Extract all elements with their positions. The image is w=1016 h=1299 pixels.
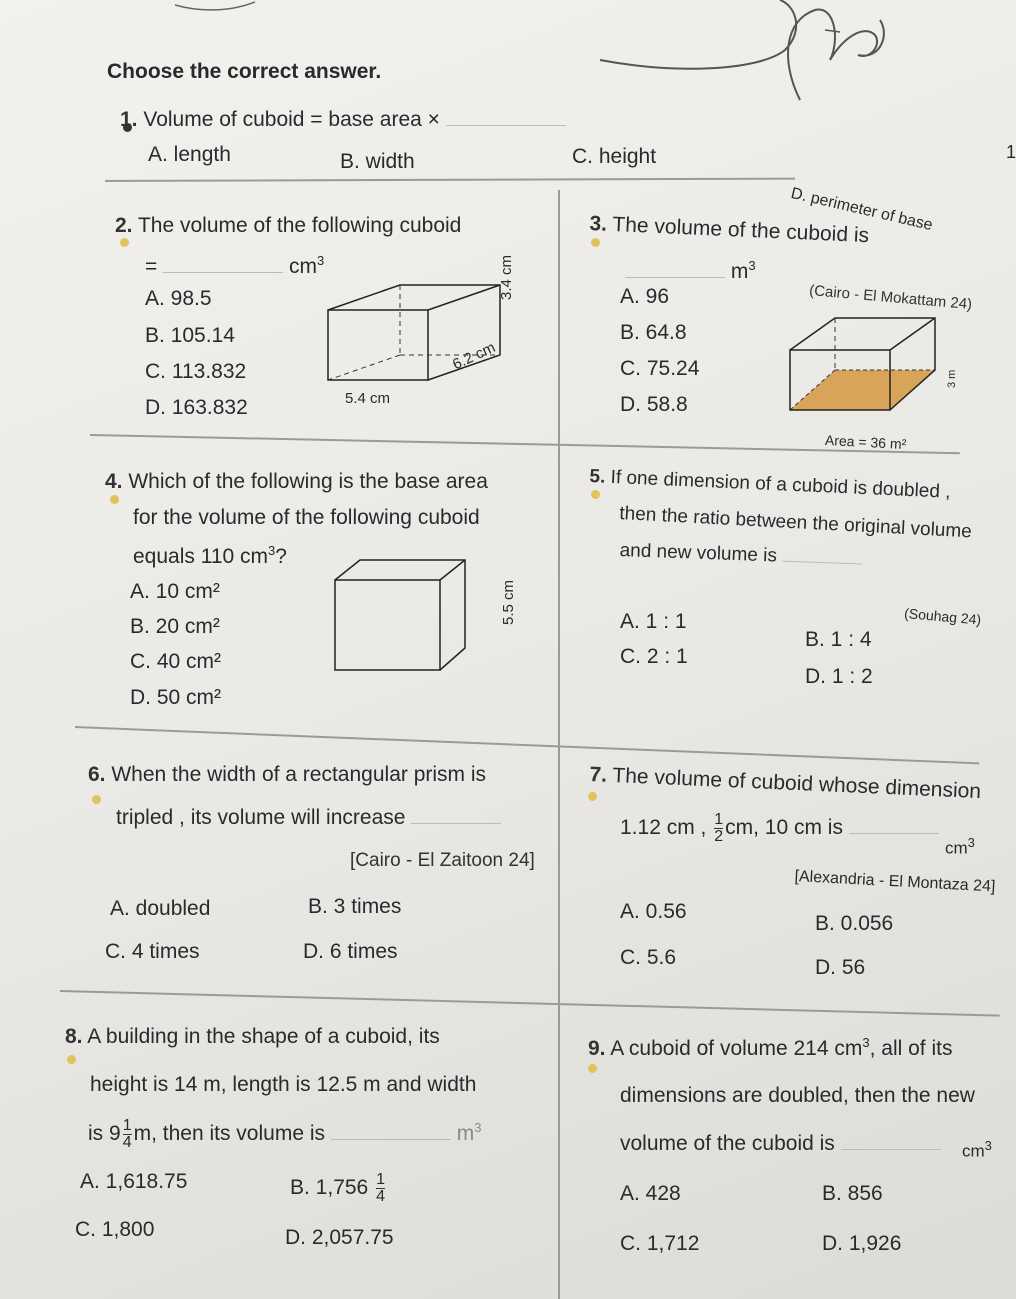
- q3-option-a[interactable]: A. 96: [620, 285, 670, 308]
- q8-stem-line1: [65, 1025, 440, 1049]
- page-number: 1: [1006, 142, 1016, 162]
- q5-stem-line2: then the ratio between the original volume: [618, 503, 973, 543]
- q3-option-d[interactable]: D. 58.8: [620, 393, 688, 416]
- column-divider: [558, 190, 560, 1299]
- q1-stem: [120, 108, 566, 132]
- q3-text: The volume of the cuboid is: [611, 213, 870, 248]
- q8-fraction: $\frac{1}{4}$: [122, 1117, 132, 1151]
- q5-source: (Souhag 24): [903, 605, 982, 628]
- q1-answer-blank[interactable]: [446, 125, 566, 126]
- q2-answer-blank[interactable]: [163, 272, 283, 273]
- q8-width-whole: is 9: [88, 1122, 121, 1146]
- q2-height-label: 3.4 cm: [498, 254, 515, 300]
- q1-option-a[interactable]: A. length: [148, 143, 231, 166]
- q3-answer-line: $m^3$: [625, 258, 756, 284]
- bullet-dot: [591, 238, 600, 247]
- q8-option-a[interactable]: A. 1,618.75: [80, 1170, 188, 1193]
- scribble-top: [170, 0, 260, 14]
- q7-option-d[interactable]: D. 56: [815, 956, 866, 979]
- q6-source: [Cairo - El Zaitoon 24]: [350, 850, 535, 871]
- q9-text: A cuboid of volume 214 cm: [610, 1037, 863, 1060]
- q8-option-b-fraction: $\frac{1}{4}$: [376, 1171, 385, 1205]
- divider-line: [60, 990, 1000, 1016]
- q6-answer-blank[interactable]: [411, 823, 501, 824]
- q9-number: 9.: [588, 1037, 606, 1060]
- q4-cuboid-figure: [325, 555, 505, 675]
- q8-stem-line3: is 9 $\frac{1}{4}$ m, then its volume is $m^3$: [88, 1117, 482, 1151]
- q5-option-b[interactable]: B. 1 : 4: [805, 628, 872, 651]
- q2-stem-line2: = $cm^3$: [145, 253, 325, 278]
- divider-line: [75, 726, 979, 764]
- q7-option-c[interactable]: C. 5.6: [620, 946, 677, 969]
- q8-unit: m: [456, 1122, 475, 1146]
- q5-option-c[interactable]: C. 2 : 1: [620, 645, 688, 668]
- bullet-dot: [120, 238, 129, 247]
- q8-stem-line2: height is 14 m, length is 12.5 m and width: [90, 1073, 477, 1096]
- q1-option-b[interactable]: B. width: [340, 150, 415, 173]
- q6-text-tripled: tripled , its volume will increase: [116, 806, 406, 829]
- q2-option-b[interactable]: B. 105.14: [145, 324, 235, 347]
- bullet-dot: [588, 792, 597, 801]
- q9-option-d[interactable]: D. 1,926: [822, 1232, 902, 1255]
- q5-answer-blank[interactable]: [782, 561, 862, 565]
- bullet-dot: [591, 490, 600, 499]
- q9-stem-line3: [620, 1132, 941, 1156]
- q4-question-mark: ?: [275, 545, 287, 568]
- q8-text-volume: m, then its volume is: [133, 1122, 325, 1146]
- q2-text: The volume of the following cuboid: [137, 214, 462, 237]
- q8-option-d[interactable]: D. 2,057.75: [285, 1226, 394, 1249]
- q3-number: 3.: [588, 212, 608, 236]
- q1-option-d[interactable]: D. perimeter of base: [789, 185, 935, 235]
- q6-option-a[interactable]: A. doubled: [110, 897, 211, 920]
- q1-text: Volume of cuboid = base area ×: [143, 108, 440, 131]
- q9-option-c[interactable]: C. 1,712: [620, 1232, 700, 1255]
- q4-option-a[interactable]: A. 10 cm²: [130, 580, 220, 603]
- q9-unit: $cm^3$: [962, 1138, 992, 1161]
- q8-option-c[interactable]: C. 1,800: [75, 1218, 155, 1241]
- q2-option-d[interactable]: D. 163.832: [145, 396, 248, 419]
- q5-stem-line1: [589, 466, 951, 504]
- q3-unit: m: [730, 260, 749, 283]
- q9-stem-line1: 9. A cuboid of volume 214 $cm^3$, all of its: [588, 1035, 953, 1060]
- q8-option-b-label: B. 1,756: [290, 1176, 369, 1200]
- q7-source: [Alexandria - El Montaza 24]: [794, 868, 996, 896]
- q6-option-b[interactable]: B. 3 times: [308, 895, 402, 918]
- q6-number: 6.: [88, 763, 106, 786]
- q2-unit: cm: [288, 255, 317, 278]
- q3-area-label: Area = 36 m²: [824, 431, 907, 453]
- q4-option-d[interactable]: D. 50 cm²: [130, 686, 222, 709]
- q7-stem-line1: [589, 763, 982, 804]
- q7-number: 7.: [588, 763, 608, 787]
- q8-number: 8.: [65, 1025, 83, 1048]
- bullet-dot: [588, 1064, 597, 1073]
- q3-height-label: 3 m: [946, 369, 958, 388]
- q1-option-c[interactable]: C. height: [572, 145, 657, 168]
- q5-number: 5.: [589, 466, 606, 488]
- bullet-dot: [67, 1055, 76, 1064]
- q7-dim-1: 1.12 cm ,: [620, 816, 707, 840]
- q7-option-a[interactable]: A. 0.56: [620, 900, 687, 923]
- q3-option-b[interactable]: B. 64.8: [620, 321, 687, 344]
- q3-option-c[interactable]: C. 75.24: [620, 357, 700, 380]
- q8-option-b[interactable]: [290, 1172, 387, 1205]
- q7-text: The volume of cuboid whose dimension: [611, 764, 982, 804]
- q2-length-label: 5.4 cm: [345, 390, 391, 407]
- bullet-dot: [110, 495, 119, 504]
- q9-text-all: , all of its: [869, 1037, 953, 1060]
- q2-option-c[interactable]: C. 113.832: [145, 360, 247, 383]
- q4-height-label: 5.5 cm: [500, 579, 517, 625]
- q5-text: If one dimension of a cuboid is doubled ,: [610, 466, 951, 503]
- bullet-dot: [92, 795, 101, 804]
- q9-stem-line2: dimensions are doubled, then the new: [620, 1084, 975, 1107]
- q3-stem: [589, 212, 870, 248]
- q4-stem-line3: equals 110 $cm^3$?: [133, 543, 287, 568]
- q2-stem-line1: [115, 214, 461, 238]
- q4-option-b[interactable]: B. 20 cm²: [130, 615, 220, 638]
- q2-depth-label: 6.2 cm: [450, 338, 498, 374]
- q6-option-d[interactable]: D. 6 times: [303, 940, 398, 963]
- q2-equals: =: [145, 255, 158, 278]
- scribble-signature: [590, 0, 920, 110]
- q9-option-b[interactable]: B. 856: [822, 1182, 883, 1205]
- q4-stem-line2: for the volume of the following cuboid: [133, 506, 480, 529]
- q2-option-a[interactable]: A. 98.5: [145, 287, 212, 310]
- q5-option-a[interactable]: A. 1 : 1: [620, 610, 687, 633]
- q4-option-c[interactable]: C. 40 cm²: [130, 650, 222, 673]
- q4-text-volume: equals 110 cm: [133, 545, 269, 568]
- q1-number: 1.: [120, 108, 138, 131]
- page-title: Choose the correct answer.: [107, 60, 382, 83]
- q6-option-c[interactable]: C. 4 times: [105, 940, 200, 963]
- q5-stem-line3: [619, 540, 862, 570]
- q3-cuboid-figure: [780, 310, 960, 425]
- q4-text: Which of the following is the base area: [128, 470, 488, 493]
- q7-dim-rest: cm, 10 cm is: [725, 816, 843, 840]
- q3-answer-blank[interactable]: [625, 277, 725, 278]
- q7-unit: $cm^3$: [945, 835, 975, 858]
- q7-option-b[interactable]: B. 0.056: [815, 912, 894, 935]
- q5-option-d[interactable]: D. 1 : 2: [805, 665, 873, 688]
- q5-text-new-volume: and new volume is: [619, 540, 778, 567]
- q6-stem-line2: [116, 806, 501, 830]
- q8-text: A building in the shape of a cuboid, its: [87, 1025, 440, 1048]
- q7-stem-line2: [620, 812, 939, 845]
- q2-number: 2.: [115, 214, 133, 237]
- q4-number: 4.: [105, 470, 123, 493]
- q4-stem-line1: [105, 470, 488, 494]
- q9-option-a[interactable]: A. 428: [620, 1182, 681, 1205]
- q3-source: (Cairo - El Mokattam 24): [808, 282, 973, 314]
- q9-text-volume: volume of the cuboid is: [620, 1132, 835, 1155]
- divider-line: [105, 178, 795, 182]
- q9-answer-blank[interactable]: [841, 1149, 941, 1150]
- q7-fraction: $\frac{1}{2}$: [714, 811, 724, 845]
- q8-answer-blank[interactable]: [331, 1139, 451, 1140]
- q7-answer-blank[interactable]: [849, 833, 939, 834]
- q6-text: When the width of a rectangular prism is: [111, 763, 487, 786]
- q6-stem-line1: [88, 763, 486, 787]
